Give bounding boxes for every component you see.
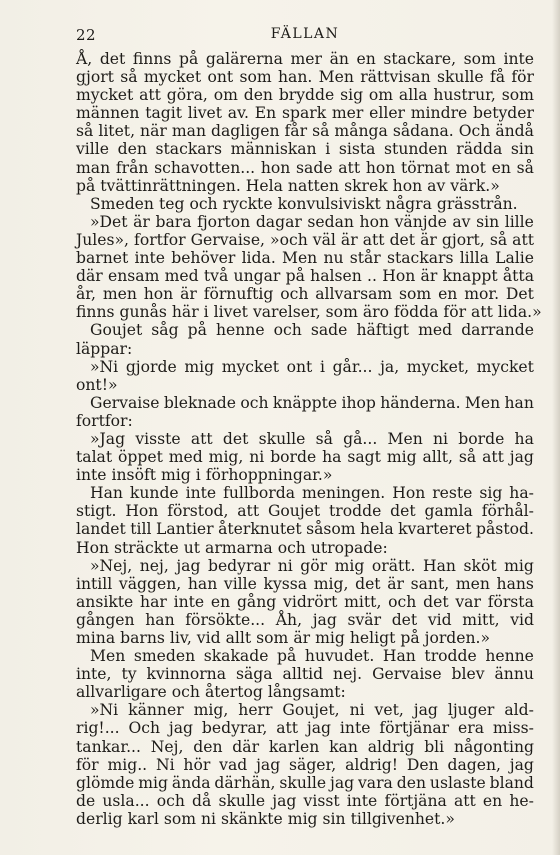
text-line: »Jag visste att det skulle så gå... Men ni borde ha [90, 429, 534, 448]
text-line: »Nej, nej, jag bedyrar ni gör mig orätt. Han sköt mig [90, 556, 534, 575]
text-line: så litet, när man dagligen får så många sådana. Och ändå [76, 122, 534, 141]
text-line: ont!» [76, 375, 118, 394]
text-line: de usla... och då skulle jag visst inte förtjäna att en he- [76, 791, 534, 810]
text-line: intill väggen, han ville kyssa mig, det är sant, men hans [76, 574, 534, 593]
text-line: »Ni känner mig, herr Goujet, ni vet, jag ljuger ald- [90, 701, 534, 720]
text-line: stigt. Hon förstod, att Goujet trodde det gamla förhål- [76, 502, 534, 521]
text-line: läppar: [76, 339, 133, 358]
text-line: Hon sträckte ut armarna och utropade: [76, 538, 388, 557]
text-line: ville den stackars människan i sista stunden rädda sin [76, 140, 534, 159]
text-line: barnet inte behöver lida. Men nu står stackars lilla Lalie [76, 249, 534, 268]
text-line: rig!... Och jag bedyrar, att jag inte förtjänar era miss- [76, 719, 534, 738]
text-line: Jules», fortfor Gervaise, »och väl är att det är gjort, så att [76, 230, 534, 249]
running-title: FÄLLAN [270, 26, 340, 42]
text-line: Goujet såg på henne och sade häftigt med darrande [90, 321, 534, 340]
text-line: inte insöft mig i förhoppningar.» [76, 466, 333, 485]
text-line: år, men hon är förnuftig och allvarsam som en mor. Det [76, 285, 534, 304]
text-line: mycket att göra, om den brydde sig om alla hustrur, som [76, 86, 534, 105]
text-line: landet till Lantier återknutet såsom hela kvarteret påstod. [76, 520, 534, 539]
text-line: talat öppet med mig, ni borde ha sagt mig allt, så att jag [76, 448, 534, 467]
text-line: derlig karl som ni skänkte mig sin tillgivenhet.» [76, 809, 455, 828]
text-line: allvarligare och återtog långsamt: [76, 683, 346, 702]
text-line: Å, det finns på galärerna mer än en stackare, som inte [76, 50, 534, 68]
page-header [76, 26, 534, 46]
text-line: »Ni gjorde mig mycket ont i går... ja, mycket, mycket [90, 357, 534, 376]
page-number: 22 [76, 26, 97, 44]
text-line: man från schavotten... hon sade att hon törnat mot en så [76, 158, 534, 177]
body-text [76, 50, 542, 828]
text-line: gjort så mycket ont som han. Men rättvisan skulle få för [76, 68, 534, 87]
text-line: gången han försökte... Åh, jag svär det vid mitt, vid [76, 610, 534, 629]
text-line: ansikte har inte en gång vidrört mitt, och det var första [76, 592, 534, 611]
text-line: »Det är bara fjorton dagar sedan hon vänjde av sin lille [90, 212, 534, 231]
text-line: på tvättinrättningen. Hela natten skrek hon av värk.» [76, 176, 500, 195]
text-line: Gervaise bleknade och knäppte ihop händerna. Men han [90, 393, 534, 412]
text-line: fortfor: [76, 411, 133, 430]
text-line: inte, ty kvinnorna säga alltid nej. Gervaise blev ännu [76, 665, 534, 684]
text-line: för mig.. Ni hör vad jag säger, aldrig! Den dagen, jag [76, 755, 534, 774]
text-line: Men smeden skakade på huvudet. Han trodde henne [90, 647, 534, 666]
text-line: männen tagit livet av. En spark mer eller mindre betyder [76, 104, 534, 123]
text-line: glömde mig ända därhän, skulle jag vara den uslaste bland [76, 773, 534, 792]
text-line: där ensam med två ungar på halsen .. Hon är knappt åtta [76, 267, 534, 286]
text-line: finns gunås här i livet varelser, som äro födda för att lida.» [76, 303, 542, 322]
text-line: Smeden teg och ryckte konvulsiviskt några grässtrån. [90, 194, 518, 213]
text-line: Han kunde inte fullborda meningen. Hon reste sig ha- [90, 484, 534, 503]
page-edge-shadow [552, 0, 560, 855]
text-line: mina barns liv, vid allt som är mig heligt på jorden.» [76, 629, 491, 647]
text-line: tankar... Nej, den där karlen kan aldrig bli någonting [76, 737, 534, 756]
